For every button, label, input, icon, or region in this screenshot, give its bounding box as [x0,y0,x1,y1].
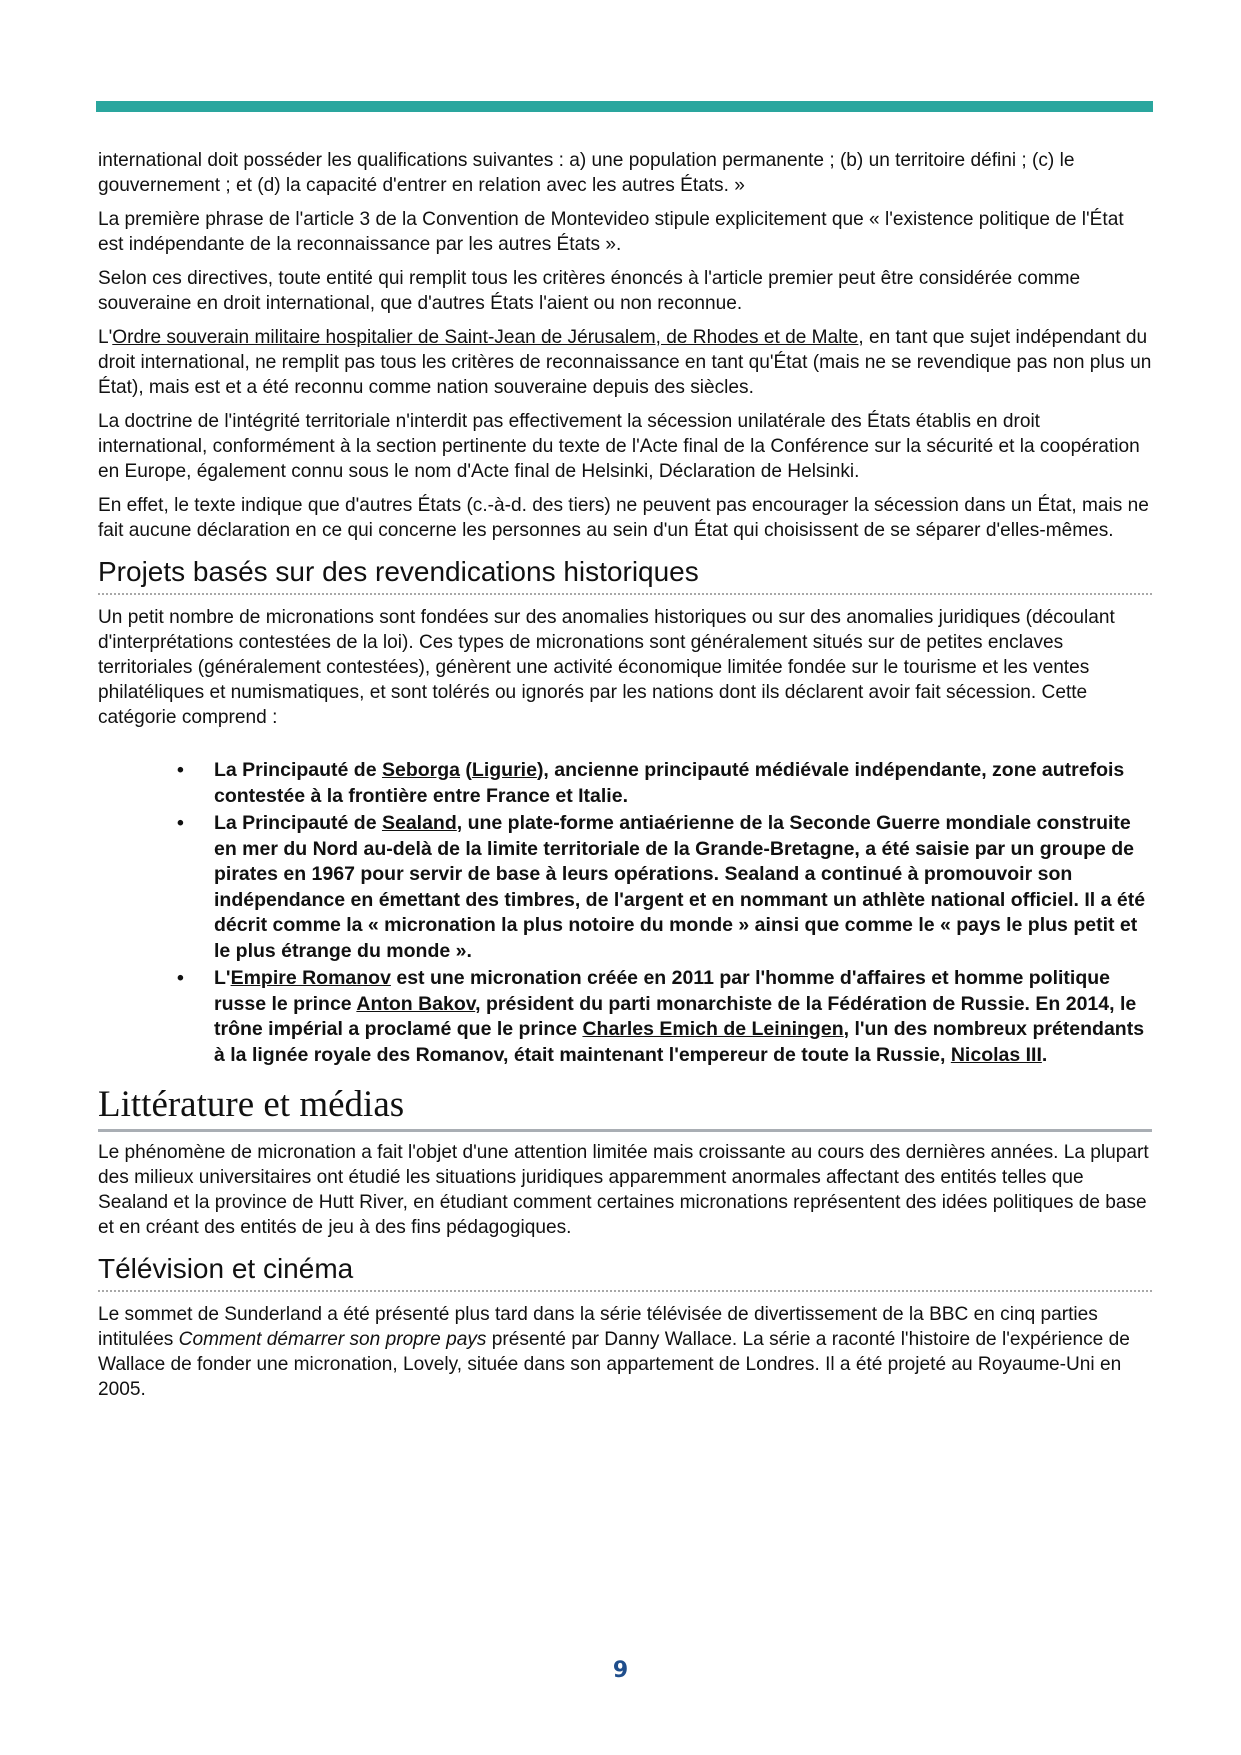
text-fragment: est une micronation créée en 2011 par l'homme d'affaires et homme politique russe le prince [214,967,1111,1015]
heading-historical-claims: Projets basés sur des revendications historiques [98,555,1152,595]
link-seborga[interactable]: Seborga [381,759,460,781]
list-item-seborga [98,758,1152,809]
link-ligurie[interactable]: Ligurie [471,759,537,781]
text-fragment: L' [98,327,113,348]
link-nicolas-iii[interactable]: Nicolas III [950,1043,1042,1066]
heading-literature-media: Littérature et médias [98,1084,1152,1132]
text-fragment: La Principauté de [214,812,382,834]
text-fragment: . [1041,1043,1048,1066]
text-fragment: Le sommet de Sunderland a été présenté plus tard dans la série télévisée de divertissement de la BBC en cinq parties intitulées [98,1304,1098,1350]
bullet-marker: • [177,967,184,989]
paragraph-third-states: En effet, le texte indique que d'autres États (c.-à-d. des tiers) ne peuvent pas encourager la sécession dans un État, mais ne fait aucune déclaration en ce qui concerne les personnes au sein d'un État qui choisissent de se séparer d'elles-mêmes. [98,495,1149,541]
italic-title: Comment démarrer son propre pays [178,1329,487,1350]
paragraph-historical-intro: Un petit nombre de micronations sont fondées sur des anomalies historiques ou sur des anomalies juridiques (découlant d'interprétations contestées de la loi). Ces types de micronations sont généralement situés sur de petites enclaves territoriales (généralement contestées), génèrent une activité économique limitée fondée sur le tourisme et les ventes philatéliques et numismatiques, et sont tolérés ou ignorés par les nations dont ils déclarent avoir fait sécession. Cette catégorie comprend : [98,607,1115,728]
bullet-marker: • [177,812,184,834]
link-order-of-malta[interactable]: Ordre souverain militaire hospitalier de Saint-Jean de Jérusalem, de Rhodes et de Malte [112,327,859,348]
paragraph-order-of-malta [98,325,1152,400]
paragraph-article-3: La première phrase de l'article 3 de la Convention de Montevideo stipule explicitement que « l'existence politique de l'État est indépendante de la reconnaissance par les autres États ». [98,209,1124,255]
paragraph-territorial-integrity: La doctrine de l'intégrité territoriale n'interdit pas effectivement la sécession unilatérale des États établis en droit international, conformément à la section pertinente du texte de l'Acte final de la Conférence sur la sécurité et la coopération en Europe, également connu sous le nom d'Acte final de Helsinki, Déclaration de Helsinki. [98,411,1140,482]
heading-tv-cinema: Télévision et cinéma [98,1252,1152,1292]
text-fragment: , l'un des nombreux prétendants à la lignée royale des Romanov, était maintenant l'empereur de toute la Russie, [214,1018,1145,1066]
link-sealand[interactable]: Sealand [381,812,457,834]
text-fragment: , président du parti monarchiste de la Fédération de Russie. En 2014, le trône impérial a proclamé que le prince [214,992,1137,1040]
text-fragment: présenté par Danny Wallace. La série a raconté l'histoire de l'expérience de Wallace de fonder une micronation, Lovely, située dans son appartement de Londres. Il a été projeté au Royaume-Uni en 2005. [98,1329,1130,1400]
text-fragment: , en tant que sujet indépendant du droit international, ne remplit pas tous les critères de reconnaissance en tant qu'État (mais ne se revendique pas non plus un État), mais est et a été reconnu comme nation souveraine depuis des siècles. [98,327,1152,398]
text-fragment: L' [214,967,231,989]
page-content [98,148,1152,1411]
link-empire-romanov[interactable]: Empire Romanov [230,967,391,989]
link-charles-emich[interactable]: Charles Emich de Leiningen [582,1018,844,1040]
text-fragment: La Principauté de [214,759,382,781]
paragraph-literature: Le phénomène de micronation a fait l'objet d'une attention limitée mais croissante au cours des dernières années. La plupart des milieux universitaires ont étudié les situations juridiques apparemment anormales affectant des entités telles que Sealand et la province de Hutt River, en étudiant comment certaines micronations représentent des idées politiques de base et en créant des entités de jeu à des fins pédagogiques. [98,1142,1149,1238]
list-item-empire-romanov [98,966,1152,1068]
text-fragment: ( [460,759,472,781]
historical-micronations-list [98,758,1152,1068]
top-accent-rule [96,101,1153,112]
bullet-marker: • [177,759,184,781]
page-number: 9 [612,1658,629,1683]
paragraph-directives: Selon ces directives, toute entité qui remplit tous les critères énoncés à l'article premier peut être considérée comme souveraine en droit international, que d'autres États l'aient ou non reconnue. [98,268,1081,314]
paragraph-montevideo-criteria: international doit posséder les qualifications suivantes : a) une population permanente ; (b) un territoire défini ; (c) le gouvernement ; et (d) la capacité d'entrer en relation avec les autres États. » [98,150,1075,196]
list-item-sealand [98,811,1152,964]
text-fragment: , une plate-forme antiaérienne de la Seconde Guerre mondiale construite en mer du Nord au-delà de la limite territoriale de la Grande-Bretagne, a été saisie par un groupe de pirates en 1967 pour servir de base à leurs opérations. Sealand a continué à promouvoir son indépendance en émettant des timbres, de l'argent et en nommant un athlète national officiel. Il a été décrit comme la « micronation la plus notoire du monde » ainsi que comme le « pays le plus petit et le plus étrange du monde ». [214,812,1146,962]
text-fragment: ), ancienne principauté médiévale indépendante, zone autrefois contestée à la frontière entre France et Italie. [214,759,1125,807]
paragraph-tv [98,1302,1152,1402]
link-anton-bakov[interactable]: Anton Bakov [356,992,476,1015]
